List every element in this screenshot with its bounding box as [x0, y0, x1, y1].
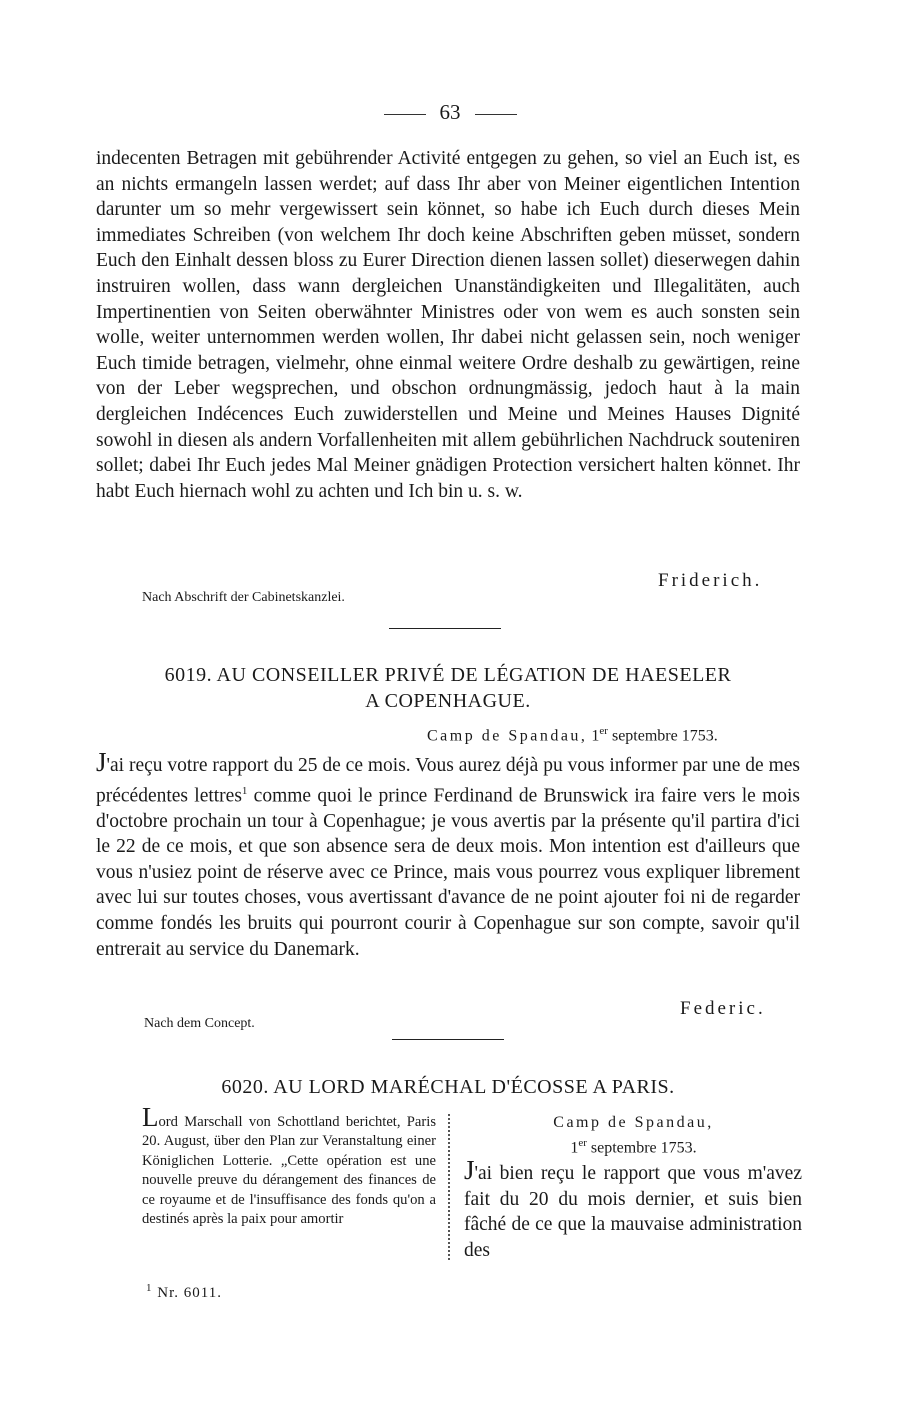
- source-note-2: Nach dem Concept.: [144, 1016, 255, 1031]
- page-number-dash-left: [384, 114, 426, 115]
- letter-6020-summary-text: ord Marschall von Schottland berichtet, Paris 20. August, über den Plan zur Veranstaltung einer Königlichen Lotterie. „Cette opération est une nouvelle preuve du dérangement des finances de ce royaume et de l'insuffisance des fonds qu'on a destinés après la paix pour amortir: [142, 1114, 436, 1228]
- letter-6020-dateline: [466, 1112, 801, 1158]
- letter-6019-date-rest: septembre 1753.: [611, 727, 718, 745]
- letter-6020-text: [464, 1155, 802, 1263]
- section-divider-1: [389, 628, 501, 629]
- letter-6020-summary-dropcap: L: [142, 1102, 159, 1132]
- letter-6019-text-part2: comme quoi le prince Ferdinand de Brunswick ira faire vers le mois d'octobre prochain un tour à Copenhague; je vous avertis par la présente qu'il partira d'ici le 22 de ce mois, et que son absence sera de deux mois. Mon intention est d'ailleurs que vous n'usiez point de réserve avec ce Prince, mais vous pourrez vous expliquer librement avec lui sur toutes choses, vous avertissant d'avance de ne point ajouter foi ni de regarder comme fondés les bruits qui pourront courir à Copenhague sur son compte, savoir qu'il entrerait au service du Danemark.: [96, 785, 800, 960]
- letter-6019-text: [96, 747, 800, 962]
- letter-6020-date-day: 1: [570, 1139, 579, 1157]
- letter-6020-date-rest: septembre 1753.: [590, 1139, 697, 1157]
- letter-6020-date-sup: er: [578, 1137, 587, 1149]
- footnote-marker: 1: [146, 1282, 153, 1294]
- letter-6020-date-line2: [466, 1133, 801, 1158]
- source-note-1: Nach Abschrift der Cabinetskanzlei.: [142, 590, 345, 605]
- letter-6019-date-sup: er: [599, 725, 608, 737]
- letter-6020-dropcap: J: [464, 1155, 475, 1185]
- letter-6019-heading-line1: 6019. AU CONSEILLER PRIVÉ DE LÉGATION DE HAESELER: [164, 664, 732, 686]
- letter-6020-summary: [142, 1102, 436, 1229]
- footnote-reference: 1: [241, 784, 248, 797]
- signature-friderich: Friderich.: [658, 570, 763, 591]
- footnote: [146, 1282, 222, 1302]
- letter-6020-text-body: 'ai bien reçu le rapport que vous m'avez fait du 20 du mois dernier, et suis bien fâché de ce que la mauvaise administration des: [464, 1163, 802, 1261]
- page-number-dash-right: [475, 114, 517, 115]
- page-number-value: 63: [439, 100, 461, 124]
- section-divider-2: [392, 1039, 504, 1040]
- letter-6019-dateline: [427, 725, 718, 745]
- column-divider: [448, 1114, 450, 1260]
- letter-6019-heading: [96, 662, 800, 714]
- letter-6019-heading-line2: A COPENHAGUE.: [365, 690, 531, 712]
- footnote-text: Nr. 6011.: [157, 1285, 222, 1301]
- letter-6020-heading: 6020. AU LORD MARÉCHAL D'ÉCOSSE A PARIS.: [221, 1076, 675, 1098]
- letter-6019-text-part1: 'ai reçu votre rapport du 25 de ce mois. Vous aurez déjà pu vous informer par une de mes précédentes lettres: [96, 755, 800, 807]
- letter-6019-date-place: Camp de Spandau,: [427, 727, 588, 745]
- letter-6019-date-day: 1: [591, 727, 600, 745]
- signature-federic: Federic.: [680, 998, 766, 1019]
- page-number: [0, 100, 900, 125]
- letter-continuation-text: indecenten Betragen mit gebührender Activité entgegen zu gehen, so viel an Euch ist, es an nichts ermangeln lassen werdet; auf dass Ihr aber von Meiner eigentlichen Intention darunter um so mehr vergewissert sein könnet, so habe ich Euch durch dieses Mein immediates Schreiben (von welchem Ihr doch keine Abschriften geben müsset, sondern Euch den Einhalt dessen bloss zu Eurer Direction dienen lassen sollet) dieserwegen dahin instruiren wollen, dass wann dergleichen Unanständigkeiten und Illegalitäten, auch Impertinentien von Seiten oberwähnter Ministres oder von wem es auch sonsten sein wolle, weiter unternommen werden wollen, Ihr dabei nicht gelassen sein, noch weniger Euch timide betragen, vielmehr, ohne einmal weitere Ordre deshalb zu gewärtigen, reine von der Leber wegsprechen, und obschon ordnungmässig, jedoch haut à la main dergleichen Indécences Euch zuwiderstellen und Meine und Meines Hauses Dignité sowohl in diesen als andern Vorfallenheiten mit allem gebührlichen Nachdruck souteniren sollet; dabei Ihr Euch jedes Mal Meiner gnädigen Protection versichert halten könnet. Ihr habt Euch hiernach wohl zu achten und Ich bin u. s. w.: [96, 148, 800, 502]
- letter-6019-dropcap: J: [96, 747, 107, 777]
- letter-6020-date-place: Camp de Spandau,: [553, 1114, 714, 1131]
